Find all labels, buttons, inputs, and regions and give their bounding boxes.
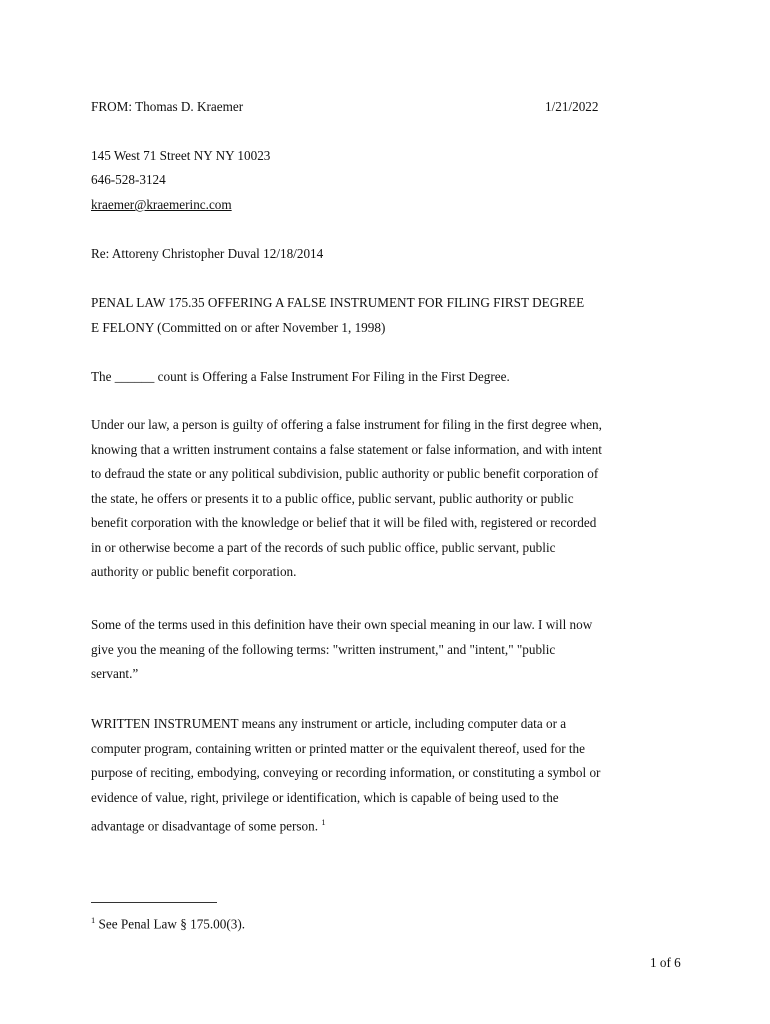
text-line: evidence of value, right, privilege or identification, which is capable of being used to the bbox=[91, 789, 559, 805]
count-line: The ______ count is Offering a False Instrument For Filing in the First Degree. bbox=[91, 369, 510, 384]
footnote-text: See Penal Law § 175.00(3). bbox=[95, 916, 246, 932]
paragraph-terms bbox=[91, 613, 691, 687]
paragraph-under-our-law bbox=[91, 413, 691, 585]
text-line: benefit corporation with the knowledge or belief that it will be filed with, registered or recorded bbox=[91, 515, 597, 530]
text-line bbox=[91, 810, 691, 839]
text-line: purpose of reciting, embodying, conveying or recording information, or constituting a symbol or bbox=[91, 765, 601, 780]
text-line: knowing that a written instrument contains a false statement or false information, and with intent bbox=[91, 441, 602, 457]
text-line: authority or public benefit corporation. bbox=[91, 564, 297, 579]
text-line: servant.” bbox=[91, 666, 139, 681]
footnote-reference[interactable]: 1 bbox=[321, 817, 326, 827]
email-link[interactable]: kraemer@kraemerinc.com bbox=[91, 197, 232, 212]
text-line: the state, he offers or presents it to a public office, public servant, public authority or public bbox=[91, 490, 574, 506]
footnote-marker: 1 bbox=[91, 915, 96, 925]
footnote-divider bbox=[91, 902, 217, 903]
footnote bbox=[91, 915, 245, 932]
text-line-last: advantage or disadvantage of some person. bbox=[91, 818, 322, 834]
text-line: Some of the terms used in this definition have their own special meaning in our law. I will now bbox=[91, 617, 593, 632]
heading-line-2: E FELONY (Committed on or after November 1, 1998) bbox=[91, 320, 386, 335]
re-line: Re: Attoreny Christopher Duval 12/18/2014 bbox=[91, 246, 324, 261]
paragraph-written-instrument bbox=[91, 712, 691, 839]
text-line: Under our law, a person is guilty of offering a false instrument for filing in the first degree when, bbox=[91, 417, 602, 432]
phone-line: 646-528-3124 bbox=[91, 172, 166, 187]
text-line: to defraud the state or any political subdivision, public authority or public benefit corporation of bbox=[91, 466, 599, 481]
text-line: WRITTEN INSTRUMENT means any instrument or article, including computer data or a bbox=[91, 716, 567, 731]
text-line: in or otherwise become a part of the records of such public office, public servant, public bbox=[91, 539, 556, 555]
from-line: FROM: Thomas D. Kraemer bbox=[91, 99, 244, 114]
page-number: 1 of 6 bbox=[650, 955, 681, 970]
heading-line-1: PENAL LAW 175.35 OFFERING A FALSE INSTRUMENT FOR FILING FIRST DEGREE bbox=[91, 295, 585, 310]
text-line: computer program, containing written or printed matter or the equivalent thereof, used for the bbox=[91, 740, 585, 756]
document-date: 1/21/2022 bbox=[545, 99, 599, 114]
address-line: 145 West 71 Street NY NY 10023 bbox=[91, 148, 271, 163]
text-line: give you the meaning of the following terms: "written instrument," and "intent," "public bbox=[91, 641, 556, 657]
